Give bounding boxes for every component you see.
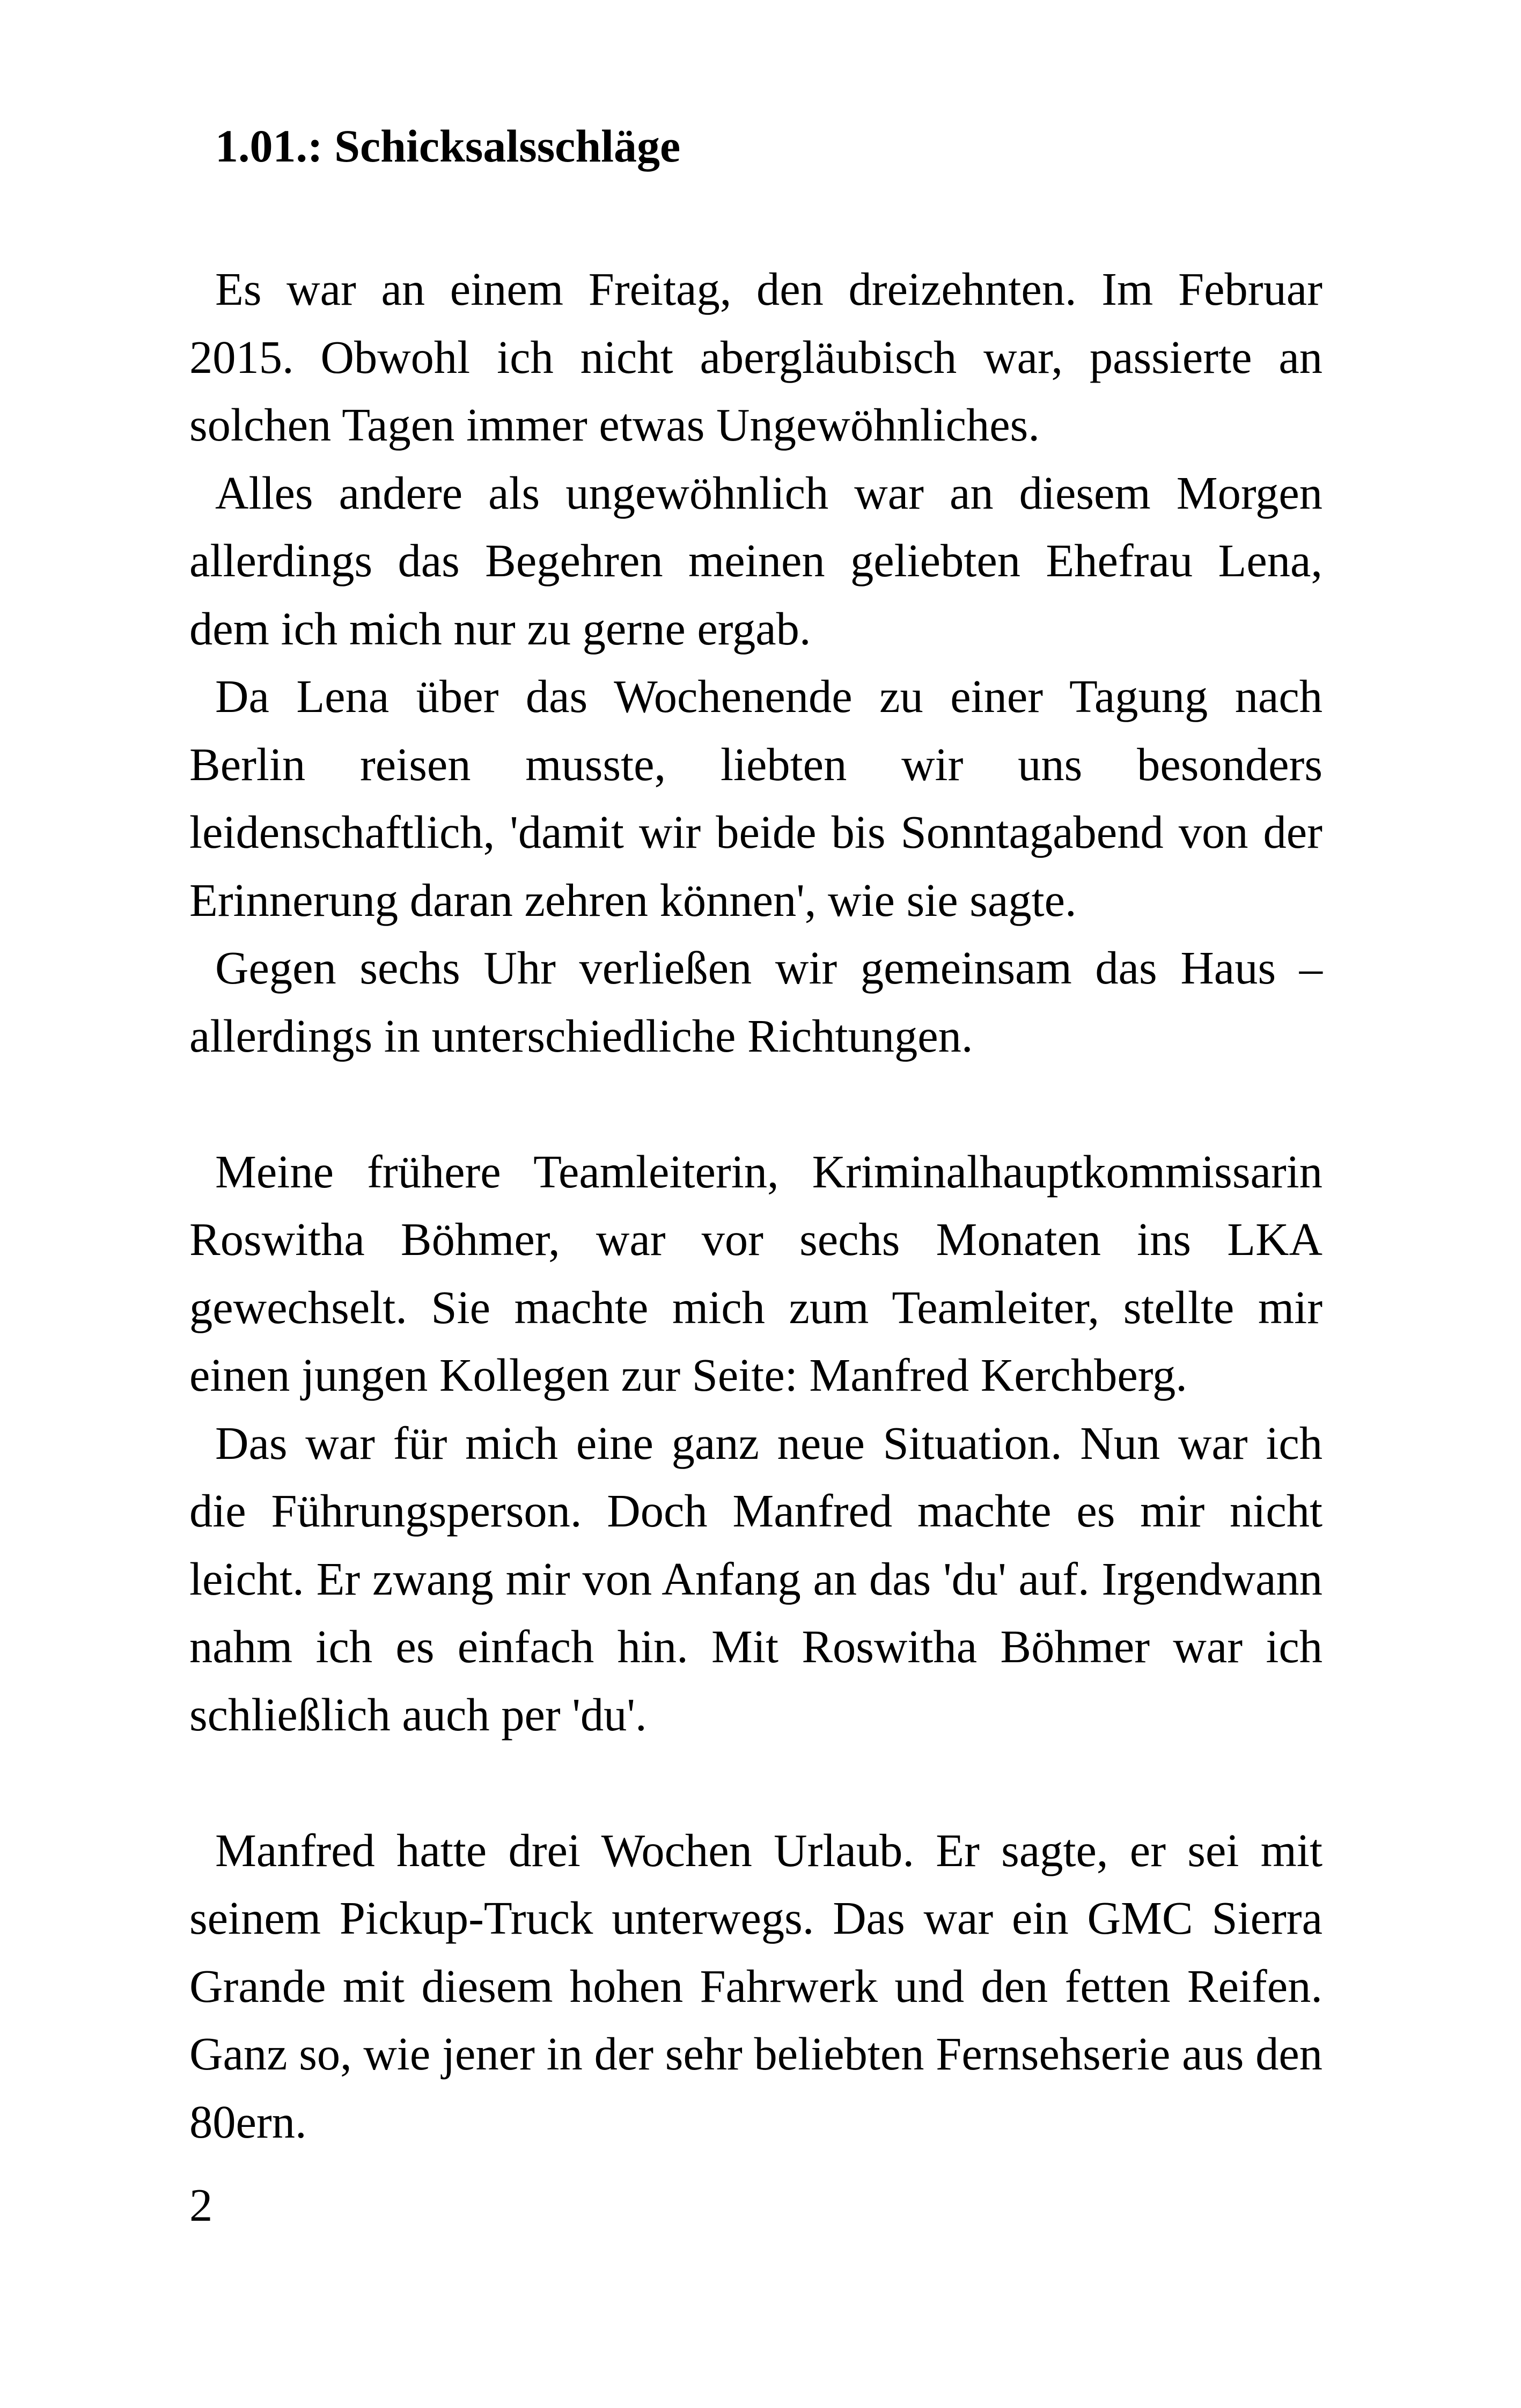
paragraph: Da Lena über das Wochenende zu einer Tagung nach Berlin reisen musste, liebten wir uns besonders leidenschaftlich, 'damit wir beide bis Sonntagabend von der Erinnerung daran zehren können', wie sie sagte. xyxy=(189,671,1322,926)
paragraph: Es war an einem Freitag, den dreizehnten. Im Februar 2015. Obwohl ich nicht abergläubisch war, passierte an solchen Tagen immer etwas Ungewöhnliches. xyxy=(189,263,1322,451)
body-text xyxy=(189,255,1322,2156)
paragraph: Das war für mich eine ganz neue Situation. Nun war ich die Führungsperson. Doch Manfred machte es mir nicht leicht. Er zwang mir von Anfang an das 'du' auf. Irgendwann nahm ich es einfach hin. Mit Roswitha Böhmer war ich schließlich auch per 'du'. xyxy=(189,1417,1322,1741)
paragraph: Gegen sechs Uhr verließen wir gemeinsam das Haus – allerdings in unterschiedliche Richtungen. xyxy=(189,942,1322,1062)
page-number: 2 xyxy=(189,2179,213,2231)
chapter-heading: 1.01.: Schicksalsschläge xyxy=(215,120,681,172)
section-break xyxy=(189,1749,1322,1817)
paragraph: Manfred hatte drei Wochen Urlaub. Er sagte, er sei mit seinem Pickup-Truck unterwegs. Das war ein GMC Sierra Grande mit diesem hohen Fahrwerk und den fetten Reifen. Ganz so, wie jener in der sehr beliebten Fernsehserie aus den 80ern. xyxy=(189,1824,1322,2148)
paragraph: Alles andere als ungewöhnlich war an diesem Morgen allerdings das Begehren meinen geliebten Ehefrau Lena, dem ich mich nur zu gerne ergab. xyxy=(189,467,1322,655)
section-break xyxy=(189,1070,1322,1138)
paragraph: Meine frühere Teamleiterin, Kriminalhauptkommissarin Roswitha Böhmer, war vor sechs Monaten ins LKA gewechselt. Sie machte mich zum Teamleiter, stellte mir einen jungen Kollegen zur Seite: Manfred Kerchberg. xyxy=(189,1146,1322,1401)
